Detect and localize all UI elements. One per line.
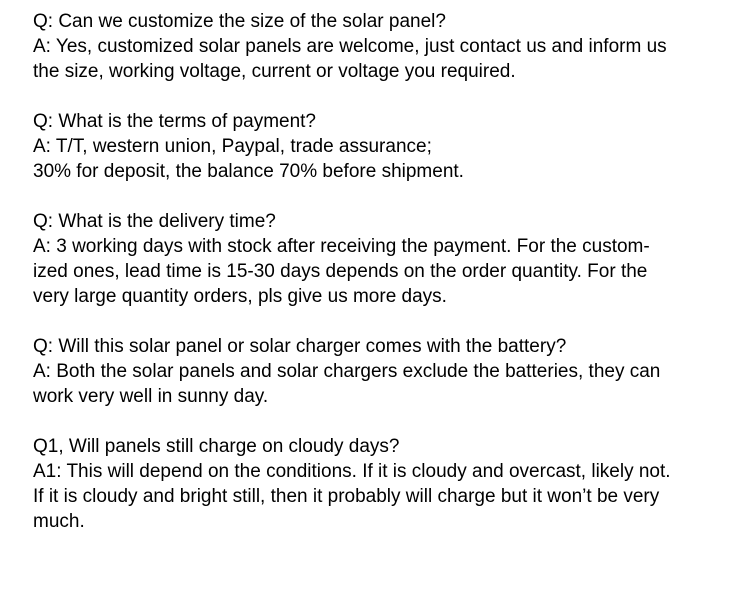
question-text: Q: Can we customize the size of the solar panel? <box>33 11 446 32</box>
answer-text: If it is cloudy and bright still, then it probably will charge but it won’t be very <box>33 486 660 507</box>
faq-item-customize-size <box>33 9 733 84</box>
faq-item-payment-terms <box>33 109 733 184</box>
faq-item-battery <box>33 334 733 409</box>
answer-text: very large quantity orders, pls give us more days. <box>33 286 447 307</box>
faq-document <box>33 9 733 559</box>
question-text: Q1, Will panels still charge on cloudy days? <box>33 436 400 457</box>
answer-text: ized ones, lead time is 15-30 days depends on the order quantity. For the <box>33 261 648 282</box>
answer-text: A: Yes, customized solar panels are welcome, just contact us and inform us <box>33 36 667 57</box>
answer-text: the size, working voltage, current or voltage you required. <box>33 61 516 82</box>
answer-text: work very well in sunny day. <box>33 386 269 407</box>
question-text: Q: What is the delivery time? <box>33 211 276 232</box>
faq-item-delivery-time <box>33 209 733 309</box>
question-text: Q: Will this solar panel or solar charger comes with the battery? <box>33 336 567 357</box>
answer-text: much. <box>33 511 85 532</box>
answer-text: A: T/T, western union, Paypal, trade assurance; <box>33 136 432 157</box>
answer-text: 30% for deposit, the balance 70% before shipment. <box>33 161 464 182</box>
answer-text: A: Both the solar panels and solar chargers exclude the batteries, they can <box>33 361 661 382</box>
question-text: Q: What is the terms of payment? <box>33 111 316 132</box>
answer-text: A1: This will depend on the conditions. If it is cloudy and overcast, likely not. <box>33 461 671 482</box>
answer-text: A: 3 working days with stock after receiving the payment. For the custom- <box>33 236 650 257</box>
faq-item-cloudy-days <box>33 434 733 534</box>
